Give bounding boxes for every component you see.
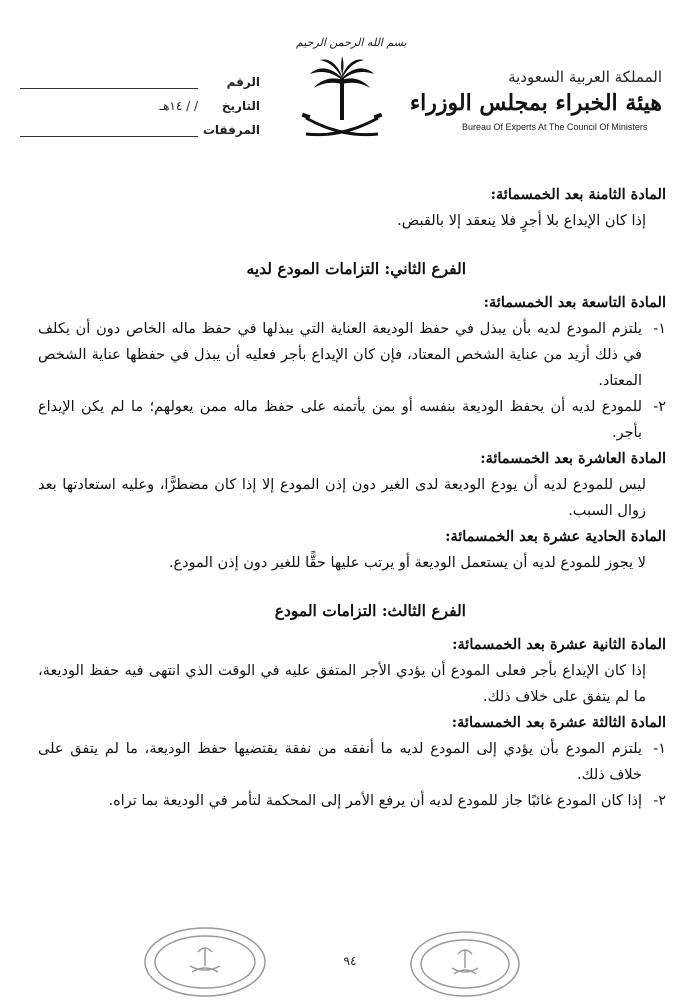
section-2-heading: الفرع الثاني: التزامات المودع لديه [246, 259, 466, 278]
reference-meta [20, 70, 260, 142]
number-label: الرقم [226, 75, 260, 89]
meta-attachments-row [20, 118, 260, 142]
official-seal-stamp-icon [142, 922, 268, 998]
attachments-label: المرفقات [202, 123, 260, 137]
item-number: ٢- [653, 793, 666, 809]
attachments-line [20, 124, 198, 137]
article-9-item [38, 316, 666, 394]
item-number: ٢- [653, 399, 666, 415]
date-value: / / ١٤هـ [159, 99, 198, 113]
date-label: التاريخ [221, 99, 260, 113]
section-3-heading: الفرع الثالث: التزامات المودع [274, 601, 466, 620]
article-12-text: إذا كان الإيداع بأجر فعلى المودع أن يؤدي الأجر المتفق عليه في الوقت الذي انتهى فيه حفظ الوديعة، ما لم يتفق على خلاف ذلك. [38, 663, 646, 705]
meta-date-row [20, 94, 260, 118]
article-9-item [38, 394, 666, 446]
letterhead [0, 0, 700, 170]
document-body [38, 182, 666, 814]
item-text: يلتزم المودع بأن يؤدي إلى المودع لديه ما أنفقه من نفقة يقتضيها حفظ الوديعة، ما لم يتفق على خلاف ذلك. [38, 741, 642, 783]
article-13-heading: المادة الثالثة عشرة بعد الخمسمائة: [451, 714, 666, 731]
article-13-item [38, 736, 666, 788]
item-number: ١- [653, 321, 666, 337]
article-9-heading: المادة التاسعة بعد الخمسمائة: [483, 294, 666, 311]
meta-number-row [20, 70, 260, 94]
article-13-item [38, 788, 666, 814]
organization-block [409, 68, 662, 132]
item-text: إذا كان المودع غائبًا جاز للمودع لديه أن يرفع الأمر إلى المحكمة لتأمر في الوديعة بما تراه. [108, 793, 642, 809]
org-name-english: Bureau Of Experts At The Council Of Ministers [462, 122, 648, 132]
article-12-heading: المادة الثانية عشرة بعد الخمسمائة: [452, 636, 666, 653]
article-11-text: لا يجوز للمودع لديه أن يستعمل الوديعة أو يرتب عليها حقًّا للغير دون إذن المودع. [168, 555, 646, 571]
item-text: للمودع لديه أن يحفظ الوديعة بنفسه أو بمن يأتمنه على حفظ ماله ممن يعولهم؛ ما لم يكن الإيداع بأجر. [38, 399, 642, 441]
article-8-heading: المادة الثامنة بعد الخمسمائة: [490, 186, 666, 203]
official-seal-stamp-icon [408, 922, 522, 998]
article-11-heading: المادة الحادية عشرة بعد الخمسمائة: [445, 528, 666, 545]
article-8-text: إذا كان الإيداع بلا أجرٍ فلا ينعقد إلا بالقبض. [397, 213, 646, 229]
org-country: المملكة العربية السعودية [508, 68, 662, 86]
item-number: ١- [653, 741, 666, 757]
page-number: ٩٤ [343, 954, 357, 968]
saudi-emblem-icon [300, 56, 384, 148]
number-line [20, 76, 198, 89]
org-name-arabic: هيئة الخبراء بمجلس الوزراء [409, 90, 662, 116]
article-10-heading: المادة العاشرة بعد الخمسمائة: [480, 450, 666, 467]
item-text: يلتزم المودع لديه بأن يبذل في حفظ الوديعة العناية التي يبذلها في حفظ ماله الخاص دون أن يكلف في ذلك أزيد من عناية الشخص المعتاد، فإن كان الإيداع بأجر فعليه أن يبذل في حفظها عناية الشخص المعتاد. [38, 321, 642, 389]
basmala: بسم الله الرحمن الرحيم [296, 36, 407, 49]
article-10-text: ليس للمودع لديه أن يودع الوديعة لدى الغير دون إذن المودع إلا إذا كان مضطرًّا، وعليه استعادتها بعد زوال السبب. [38, 477, 646, 519]
